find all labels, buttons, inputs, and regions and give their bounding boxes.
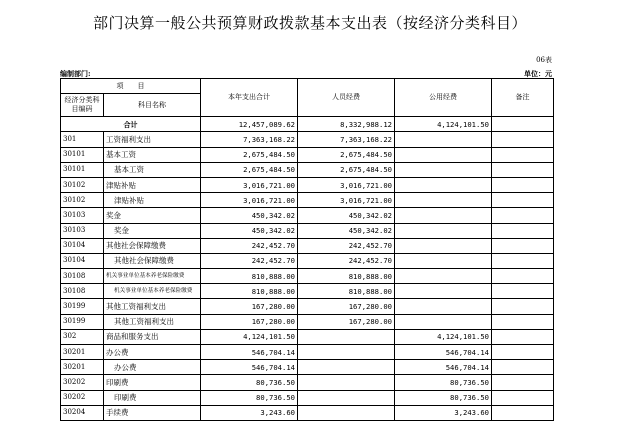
row-public bbox=[395, 238, 492, 253]
row-remark bbox=[492, 299, 554, 314]
row-name: 基本工资 bbox=[104, 162, 201, 177]
table-row bbox=[61, 329, 554, 344]
row-remark bbox=[492, 208, 554, 223]
row-name: 奖金 bbox=[104, 223, 201, 238]
row-total: 546,704.14 bbox=[201, 360, 298, 375]
row-code: 30201 bbox=[61, 360, 104, 375]
table-row bbox=[61, 253, 554, 268]
table-row bbox=[61, 147, 554, 162]
row-personnel: 167,280.00 bbox=[298, 299, 395, 314]
row-remark bbox=[492, 177, 554, 192]
row-code: 30204 bbox=[61, 405, 104, 420]
row-name: 机关事业单位基本养老保险缴费 bbox=[104, 269, 201, 284]
expenditure-table bbox=[60, 78, 554, 421]
row-total: 3,016,721.00 bbox=[201, 177, 298, 192]
row-public bbox=[395, 162, 492, 177]
org-label: 编制部门: bbox=[60, 69, 91, 78]
row-total: 242,452.70 bbox=[201, 238, 298, 253]
row-total: 80,736.50 bbox=[201, 390, 298, 405]
row-total: 3,243.60 bbox=[201, 405, 298, 420]
row-name: 办公费 bbox=[104, 360, 201, 375]
row-public: 546,704.14 bbox=[395, 360, 492, 375]
row-personnel: 450,342.02 bbox=[298, 223, 395, 238]
row-name: 其他工资福利支出 bbox=[104, 299, 201, 314]
row-personnel: 450,342.02 bbox=[298, 208, 395, 223]
row-name: 商品和服务支出 bbox=[104, 329, 201, 344]
row-public bbox=[395, 132, 492, 147]
row-code: 30202 bbox=[61, 375, 104, 390]
header-item: 项 目 bbox=[61, 79, 201, 94]
row-personnel: 3,016,721.00 bbox=[298, 177, 395, 192]
row-personnel: 2,675,484.50 bbox=[298, 147, 395, 162]
row-total: 450,342.02 bbox=[201, 208, 298, 223]
row-total: 810,888.00 bbox=[201, 284, 298, 299]
row-name: 其他社会保障缴费 bbox=[104, 253, 201, 268]
header-row-1 bbox=[61, 79, 554, 94]
row-code: 30199 bbox=[61, 314, 104, 329]
total-personnel: 8,332,988.12 bbox=[298, 117, 395, 132]
row-public: 3,243.60 bbox=[395, 405, 492, 420]
row-public bbox=[395, 269, 492, 284]
row-total: 2,675,484.50 bbox=[201, 147, 298, 162]
row-public: 80,736.50 bbox=[395, 375, 492, 390]
row-name: 印刷费 bbox=[104, 390, 201, 405]
row-personnel bbox=[298, 390, 395, 405]
total-label: 合计 bbox=[61, 117, 201, 132]
header-remark: 备注 bbox=[492, 79, 554, 117]
row-code: 30108 bbox=[61, 269, 104, 284]
header-public: 公用经费 bbox=[395, 79, 492, 117]
row-personnel: 242,452.70 bbox=[298, 238, 395, 253]
row-remark bbox=[492, 132, 554, 147]
unit-label: 单位：元 bbox=[524, 69, 552, 78]
table-row bbox=[61, 208, 554, 223]
row-remark bbox=[492, 223, 554, 238]
row-remark bbox=[492, 390, 554, 405]
row-name: 基本工资 bbox=[104, 147, 201, 162]
row-public bbox=[395, 208, 492, 223]
header-total: 本年支出合计 bbox=[201, 79, 298, 117]
row-remark bbox=[492, 253, 554, 268]
row-personnel: 242,452.70 bbox=[298, 253, 395, 268]
row-remark bbox=[492, 314, 554, 329]
row-total: 3,016,721.00 bbox=[201, 193, 298, 208]
row-personnel bbox=[298, 329, 395, 344]
table-row bbox=[61, 193, 554, 208]
row-remark bbox=[492, 269, 554, 284]
table-row bbox=[61, 177, 554, 192]
row-code: 30199 bbox=[61, 299, 104, 314]
row-remark bbox=[492, 345, 554, 360]
row-remark bbox=[492, 238, 554, 253]
table-row bbox=[61, 345, 554, 360]
header-name: 科目名称 bbox=[104, 94, 201, 117]
table-row bbox=[61, 360, 554, 375]
row-remark bbox=[492, 284, 554, 299]
row-name: 其他工资福利支出 bbox=[104, 314, 201, 329]
row-remark bbox=[492, 375, 554, 390]
row-total: 242,452.70 bbox=[201, 253, 298, 268]
row-public bbox=[395, 284, 492, 299]
table-row bbox=[61, 375, 554, 390]
row-remark bbox=[492, 360, 554, 375]
row-public bbox=[395, 223, 492, 238]
row-personnel bbox=[298, 345, 395, 360]
total-remark bbox=[492, 117, 554, 132]
row-public bbox=[395, 177, 492, 192]
row-name: 其他社会保障缴费 bbox=[104, 238, 201, 253]
row-total: 450,342.02 bbox=[201, 223, 298, 238]
table-row bbox=[61, 405, 554, 420]
row-personnel: 810,888.00 bbox=[298, 269, 395, 284]
row-total: 810,888.00 bbox=[201, 269, 298, 284]
row-code: 30101 bbox=[61, 147, 104, 162]
table-row bbox=[61, 314, 554, 329]
total-total: 12,457,089.62 bbox=[201, 117, 298, 132]
table-row bbox=[61, 269, 554, 284]
row-personnel bbox=[298, 360, 395, 375]
row-total: 2,675,484.50 bbox=[201, 162, 298, 177]
row-name: 津贴补贴 bbox=[104, 193, 201, 208]
table-row bbox=[61, 223, 554, 238]
row-code: 30103 bbox=[61, 223, 104, 238]
header-code: 经济分类科目编码 bbox=[61, 94, 104, 117]
table-id: 06表 bbox=[536, 56, 552, 64]
table-row bbox=[61, 299, 554, 314]
row-code: 30108 bbox=[61, 284, 104, 299]
total-row bbox=[61, 117, 554, 132]
row-public bbox=[395, 299, 492, 314]
row-code: 302 bbox=[61, 329, 104, 344]
row-public: 80,736.50 bbox=[395, 390, 492, 405]
row-remark bbox=[492, 329, 554, 344]
table-row bbox=[61, 162, 554, 177]
row-public bbox=[395, 147, 492, 162]
row-total: 167,280.00 bbox=[201, 314, 298, 329]
row-code: 30104 bbox=[61, 238, 104, 253]
total-public: 4,124,101.50 bbox=[395, 117, 492, 132]
row-code: 301 bbox=[61, 132, 104, 147]
row-total: 80,736.50 bbox=[201, 375, 298, 390]
row-total: 4,124,101.50 bbox=[201, 329, 298, 344]
row-name: 工资福利支出 bbox=[104, 132, 201, 147]
row-public: 4,124,101.50 bbox=[395, 329, 492, 344]
row-name: 办公费 bbox=[104, 345, 201, 360]
row-total: 7,363,168.22 bbox=[201, 132, 298, 147]
row-public: 546,704.14 bbox=[395, 345, 492, 360]
table-row bbox=[61, 238, 554, 253]
row-personnel: 7,363,168.22 bbox=[298, 132, 395, 147]
row-personnel: 3,016,721.00 bbox=[298, 193, 395, 208]
row-total: 546,704.14 bbox=[201, 345, 298, 360]
row-name: 机关事业单位基本养老保险缴费 bbox=[104, 284, 201, 299]
row-code: 30102 bbox=[61, 193, 104, 208]
row-name: 奖金 bbox=[104, 208, 201, 223]
row-personnel: 167,280.00 bbox=[298, 314, 395, 329]
row-personnel: 810,888.00 bbox=[298, 284, 395, 299]
row-personnel bbox=[298, 405, 395, 420]
row-remark bbox=[492, 147, 554, 162]
table-row bbox=[61, 284, 554, 299]
row-name: 手续费 bbox=[104, 405, 201, 420]
row-name: 印刷费 bbox=[104, 375, 201, 390]
row-personnel: 2,675,484.50 bbox=[298, 162, 395, 177]
row-remark bbox=[492, 193, 554, 208]
row-code: 30104 bbox=[61, 253, 104, 268]
row-code: 30202 bbox=[61, 390, 104, 405]
table-body bbox=[61, 79, 554, 421]
row-remark bbox=[492, 162, 554, 177]
row-code: 30101 bbox=[61, 162, 104, 177]
table-row bbox=[61, 390, 554, 405]
row-remark bbox=[492, 405, 554, 420]
row-total: 167,280.00 bbox=[201, 299, 298, 314]
row-public bbox=[395, 253, 492, 268]
row-personnel bbox=[298, 375, 395, 390]
header-personnel: 人员经费 bbox=[298, 79, 395, 117]
row-public bbox=[395, 193, 492, 208]
page-title: 部门决算一般公共预算财政拨款基本支出表（按经济分类科目） bbox=[92, 14, 527, 32]
table-row bbox=[61, 132, 554, 147]
row-public bbox=[395, 314, 492, 329]
row-code: 30102 bbox=[61, 177, 104, 192]
row-code: 30103 bbox=[61, 208, 104, 223]
row-name: 津贴补贴 bbox=[104, 177, 201, 192]
row-code: 30201 bbox=[61, 345, 104, 360]
